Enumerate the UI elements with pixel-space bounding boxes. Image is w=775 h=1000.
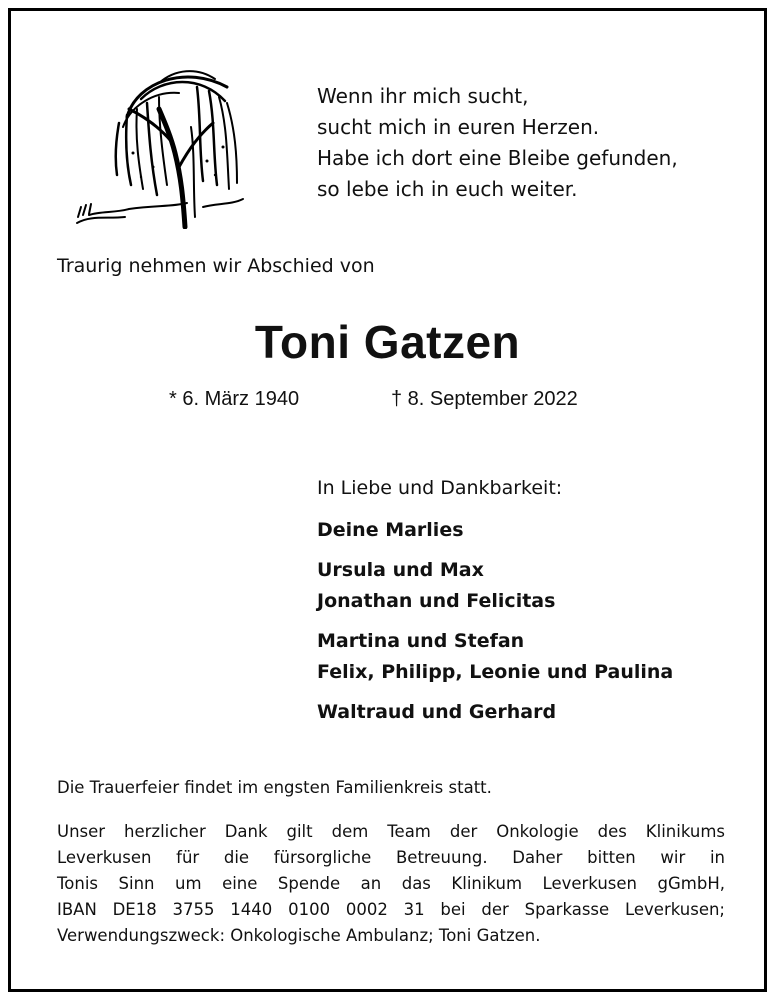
family-member: Felix, Philipp, Leonie und Paulina [317,661,674,683]
family-group [317,555,673,617]
death-date: † 8. September 2022 [391,388,578,410]
thanks-line: Verwendungszweck: Onkologische Ambulanz; Toni Gatzen. [57,926,541,945]
family-member: Martina und Stefan [317,630,525,652]
funeral-notice: Die Trauerfeier findet im engsten Familienkreis statt. [57,778,492,797]
family-member: Waltraud und Gerhard [317,701,557,723]
obituary-frame [8,8,767,992]
weeping-willow-icon [67,57,247,229]
thanks-line: Unser herzlicher Dank gilt dem Team der Onkologie des Klinikums [57,822,725,841]
poem [317,81,678,205]
thanks-line: IBAN DE18 3755 1440 0100 0002 31 bei der Sparkasse Leverkusen; [57,900,725,919]
intro-text: Traurig nehmen wir Abschied von [57,255,375,277]
poem-line: sucht mich in euren Herzen. [317,115,600,139]
poem-line: Habe ich dort eine Bleibe gefunden, [317,146,678,170]
family-group [317,697,673,728]
poem-line: so lebe ich in euch weiter. [317,177,578,201]
poem-line: Wenn ihr mich sucht, [317,84,529,108]
birth-date: * 6. März 1940 [169,388,300,410]
family-group [317,515,673,546]
family-group [317,626,673,688]
family-member: Ursula und Max [317,559,484,581]
family-member: Jonathan und Felicitas [317,590,556,612]
thanks-line: Tonis Sinn um eine Spende an das Klinikum Leverkusen gGmbH, [57,874,725,893]
family-member: Deine Marlies [317,519,464,541]
thanks-line: Leverkusen für die fürsorgliche Betreuung. Daher bitten wir in [57,848,725,867]
family-list [317,515,673,737]
deceased-name: Toni Gatzen [254,316,521,368]
thanks-paragraph [57,819,725,949]
closing-text: In Liebe und Dankbarkeit: [317,477,563,499]
